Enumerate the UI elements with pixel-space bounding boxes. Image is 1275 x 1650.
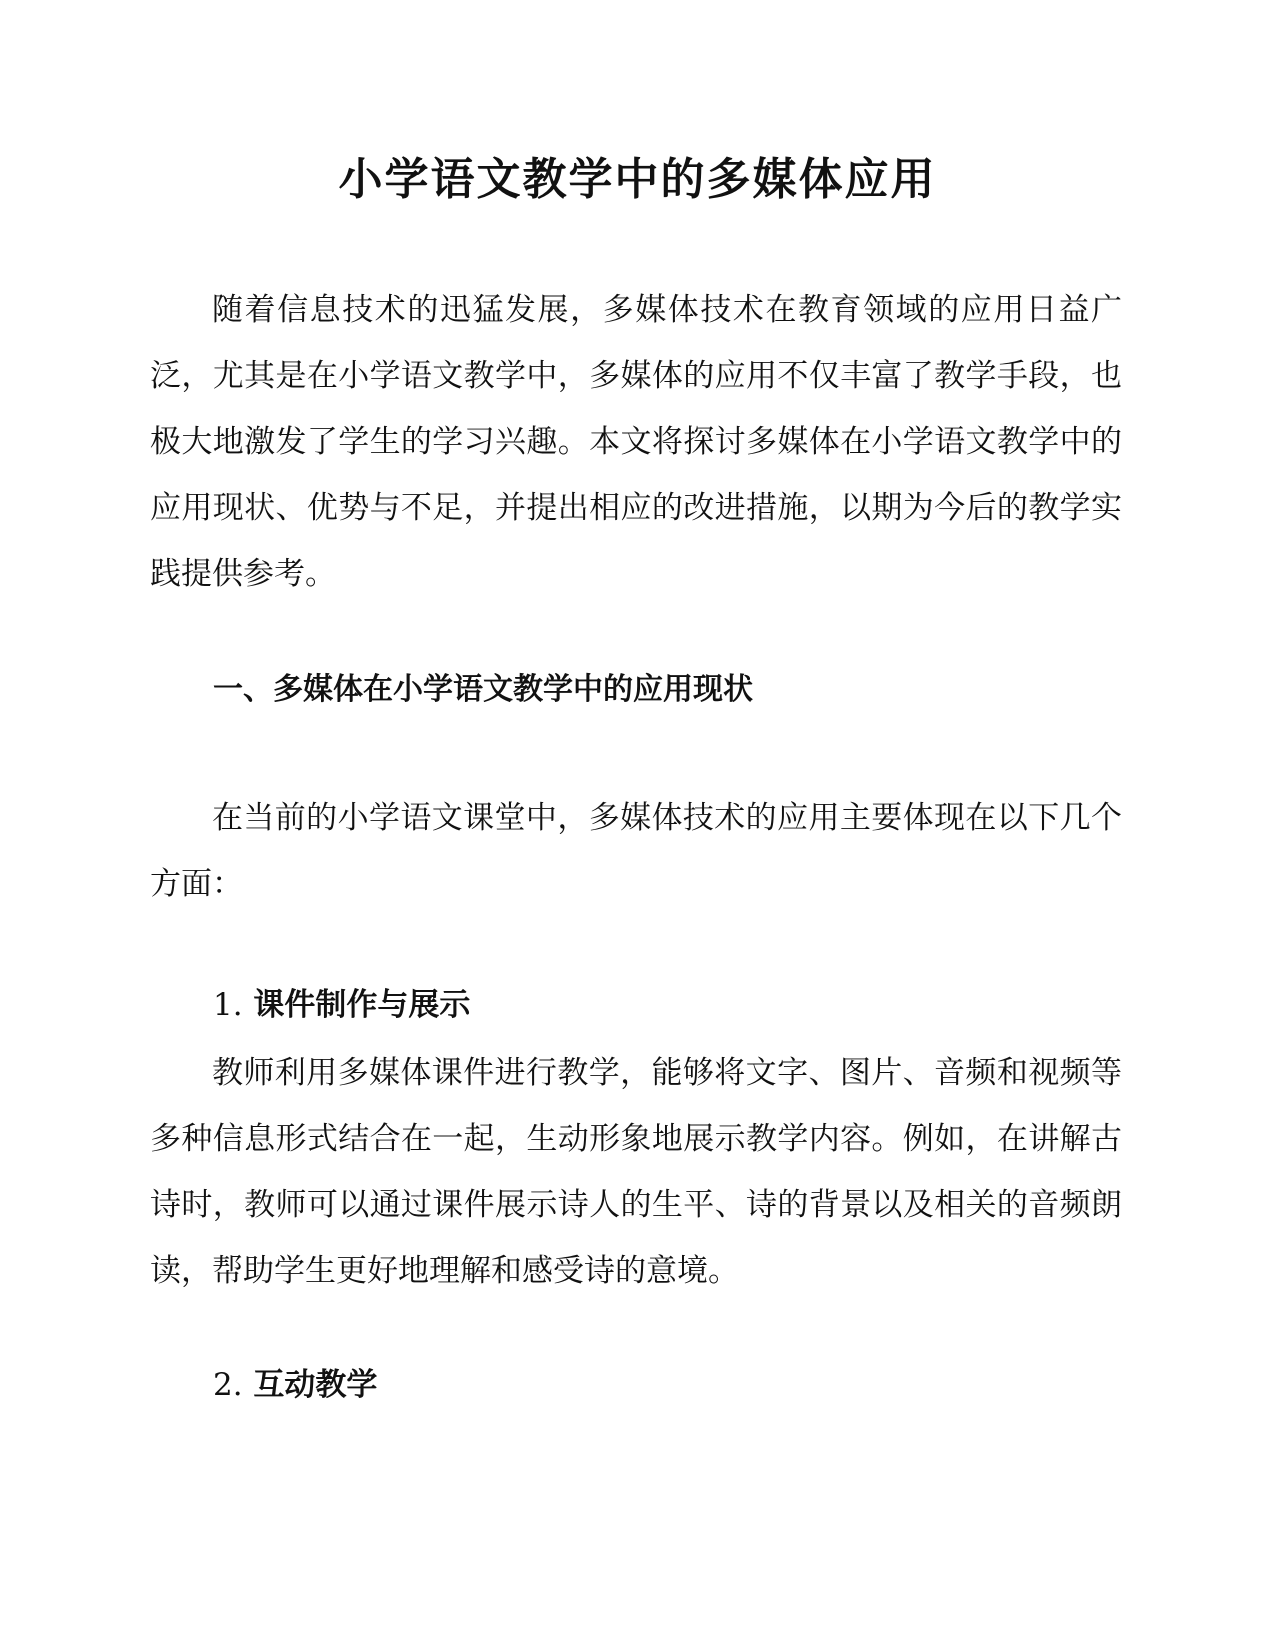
section-heading-1: 一、多媒体在小学语文教学中的应用现状	[213, 672, 753, 707]
section1-intro-paragraph: 在当前的小学语文课堂中，多媒体技术的应用主要体现在以下几个方面：	[150, 800, 1122, 902]
subsection1-body-paragraph: 教师利用多媒体课件进行教学，能够将文字、图片、音频和视频等多种信息形式结合在一起，生动形象地展示教学内容。例如，在讲解古诗时，教师可以通过课件展示诗人的生平、诗的背景以及相关的音频朗读，帮助学生更好地理解和感受诗的意境。	[150, 1055, 1122, 1289]
subsection-heading-1	[213, 975, 1113, 1035]
subsection-title: 互动教学	[253, 1367, 378, 1403]
subsection-number: 1.	[213, 987, 243, 1023]
intro-paragraph: 随着信息技术的迅猛发展，多媒体技术在教育领域的应用日益广泛，尤其是在小学语文教学中，多媒体的应用不仅丰富了教学手段，也极大地激发了学生的学习兴趣。本文将探讨多媒体在小学语文教学中的应用现状、优势与不足，并提出相应的改进措施，以期为今后的教学实践提供参考。	[150, 292, 1122, 592]
subsection-number: 2.	[213, 1367, 243, 1403]
subsection-heading-2	[213, 1355, 1113, 1415]
document-title: 小学语文教学中的多媒体应用	[338, 154, 937, 205]
subsection-title: 课件制作与展示	[253, 987, 471, 1023]
